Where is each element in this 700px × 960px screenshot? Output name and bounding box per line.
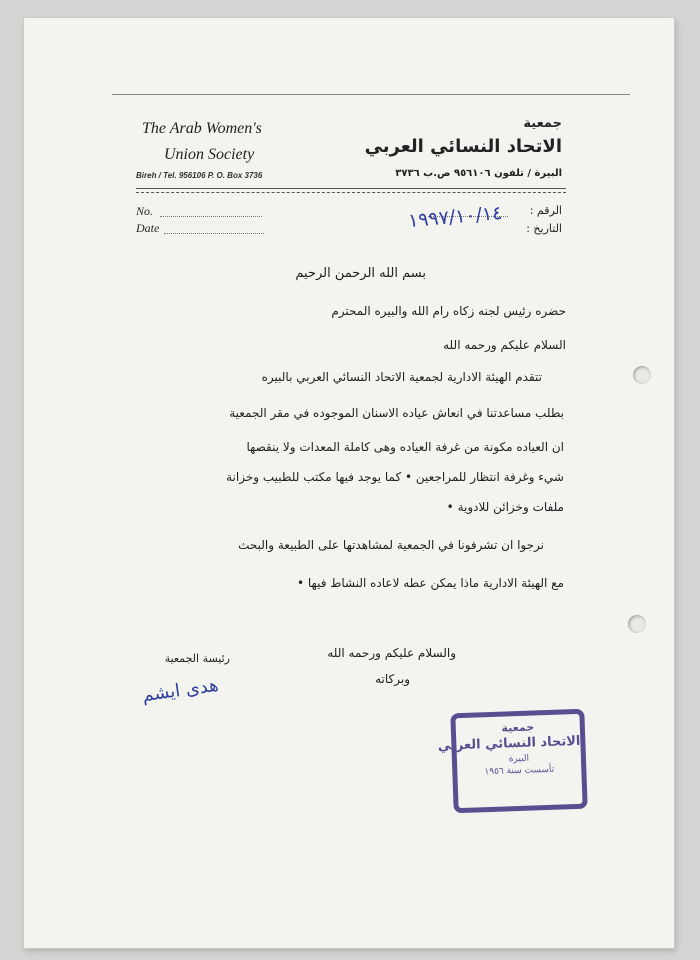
en-society-name-line1: The Arab Women's — [142, 120, 262, 137]
body-line-1: تتقدم الهيئة الادارية لجمعية الاتحاد النسائي العربي بالبيره — [261, 370, 542, 384]
stamp-line-3: البيرة — [508, 753, 530, 765]
punch-hole-bottom — [628, 615, 646, 633]
handwritten-date: ١٩٩٧/١٠/١٤ — [407, 201, 504, 233]
ar-contact: البيرة / تلفون ٩٥٦١٠٦ ص.ب ٣٧٣٦ — [395, 168, 562, 179]
stamp-line-2: الاتحاد النسائي العربي — [437, 733, 581, 754]
body-line-2: بطلب مساعدتنا في انعاش عياده الاسنان الموجوده في مقر الجمعية — [229, 406, 564, 420]
ar-date-label: التاريخ : — [526, 222, 562, 235]
body-line-3: ان العياده مكونة من غرفة العياده وهى كاملة المعدات ولا ينقصها — [246, 440, 564, 454]
body-line-6: نرجوا ان تشرفونا في الجمعية لمشاهدتها على الطبيعة والبحث — [238, 538, 544, 552]
letter-paper — [24, 18, 674, 948]
handwritten-signature: هدى ايشم — [140, 674, 220, 707]
ar-no-label: الرقم : — [529, 204, 562, 217]
en-society-name-line2: Union Society — [164, 146, 255, 163]
basmala: بسم الله الرحمن الرحيم — [295, 266, 426, 281]
date-dotted-line — [164, 233, 264, 234]
closing-line-1: والسلام عليكم ورحمه الله — [327, 646, 456, 660]
greeting: السلام عليكم ورحمه الله — [443, 338, 566, 352]
header-separator — [136, 188, 566, 193]
addressee: حضره رئيس لجنه زكاه رام الله والبيره المحترم — [331, 304, 566, 318]
stamp-line-4: تأسست سنة ١٩٥٦ — [484, 764, 555, 778]
body-line-5: ملفات وخزائن للادوية • — [446, 500, 564, 514]
society-stamp — [437, 709, 587, 814]
no-dotted-line — [160, 216, 262, 217]
closing-line-2: وبركاته — [375, 672, 410, 686]
ar-title-small: جمعية — [523, 116, 562, 131]
body-line-4: شيء وغرفة انتظار للمراجعين • كما يوجد فيها مكتب للطبيب وخزانة — [226, 470, 564, 484]
top-rule — [112, 94, 630, 95]
date-label: Date — [136, 221, 160, 235]
punch-hole-top — [633, 366, 651, 384]
en-contact: Bireh / Tel. 956106 P. O. Box 3736 — [136, 171, 263, 180]
stamp-line-1: جمعية — [501, 720, 535, 735]
no-label: No. — [136, 204, 154, 218]
body-line-7: مع الهيئة الادارية ماذا يمكن عطه لاعاده النشاط فيها • — [297, 576, 564, 590]
ar-society-name: الاتحاد النسائي العربي — [364, 136, 562, 157]
signature-title: رئيسة الجمعية — [164, 652, 230, 665]
